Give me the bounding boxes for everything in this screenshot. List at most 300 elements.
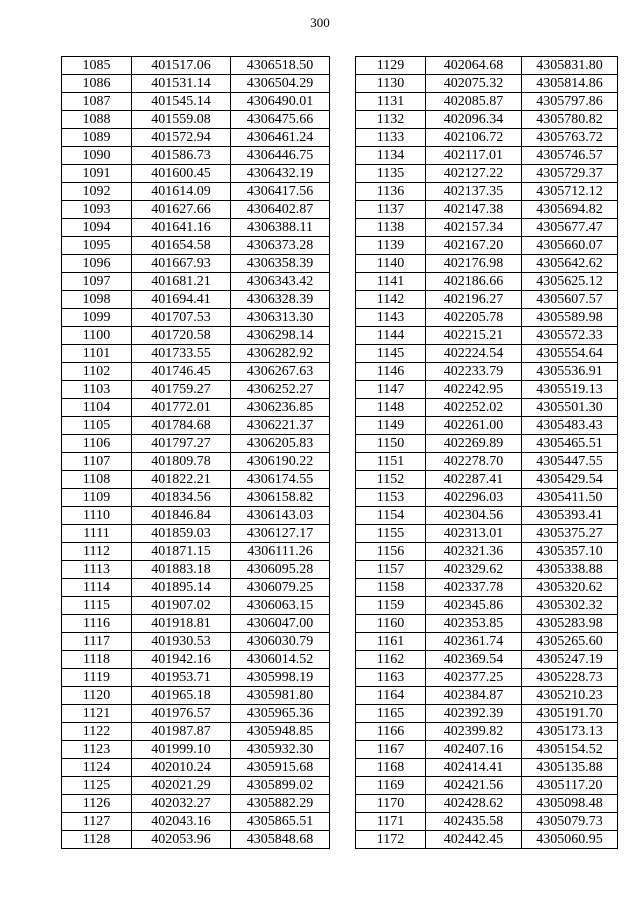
point-number-cell: 1089 xyxy=(62,129,132,147)
y-coordinate-cell: 4306388.11 xyxy=(231,219,330,237)
table-row xyxy=(62,363,330,381)
table-row xyxy=(62,165,330,183)
point-number-cell: 1151 xyxy=(356,453,426,471)
table-row xyxy=(356,255,618,273)
x-coordinate-cell: 402329.62 xyxy=(426,561,522,579)
y-coordinate-cell: 4306298.14 xyxy=(231,327,330,345)
point-number-cell: 1137 xyxy=(356,201,426,219)
x-coordinate-cell: 402287.41 xyxy=(426,471,522,489)
x-coordinate-cell: 401999.10 xyxy=(132,741,231,759)
table-row xyxy=(356,453,618,471)
y-coordinate-cell: 4305780.82 xyxy=(522,111,618,129)
y-coordinate-cell: 4305283.98 xyxy=(522,615,618,633)
y-coordinate-cell: 4305357.10 xyxy=(522,543,618,561)
point-number-cell: 1097 xyxy=(62,273,132,291)
table-row xyxy=(356,201,618,219)
point-number-cell: 1118 xyxy=(62,651,132,669)
x-coordinate-cell: 401907.02 xyxy=(132,597,231,615)
table-row xyxy=(62,741,330,759)
y-coordinate-cell: 4305932.30 xyxy=(231,741,330,759)
y-coordinate-cell: 4306014.52 xyxy=(231,651,330,669)
x-coordinate-cell: 402043.16 xyxy=(132,813,231,831)
table-row xyxy=(62,453,330,471)
x-coordinate-cell: 401809.78 xyxy=(132,453,231,471)
point-number-cell: 1169 xyxy=(356,777,426,795)
table-row xyxy=(62,597,330,615)
x-coordinate-cell: 402428.62 xyxy=(426,795,522,813)
x-coordinate-cell: 401930.53 xyxy=(132,633,231,651)
point-number-cell: 1133 xyxy=(356,129,426,147)
y-coordinate-cell: 4306475.66 xyxy=(231,111,330,129)
table-row xyxy=(62,669,330,687)
point-number-cell: 1112 xyxy=(62,543,132,561)
point-number-cell: 1132 xyxy=(356,111,426,129)
y-coordinate-cell: 4305642.62 xyxy=(522,255,618,273)
table-row xyxy=(356,489,618,507)
table-row xyxy=(62,579,330,597)
point-number-cell: 1153 xyxy=(356,489,426,507)
table-row xyxy=(62,237,330,255)
point-number-cell: 1168 xyxy=(356,759,426,777)
y-coordinate-cell: 4306079.25 xyxy=(231,579,330,597)
x-coordinate-cell: 402261.00 xyxy=(426,417,522,435)
table-row xyxy=(356,345,618,363)
table-row xyxy=(356,75,618,93)
y-coordinate-cell: 4305915.68 xyxy=(231,759,330,777)
table-row xyxy=(62,813,330,831)
table-row xyxy=(356,93,618,111)
point-number-cell: 1096 xyxy=(62,255,132,273)
y-coordinate-cell: 4305483.43 xyxy=(522,417,618,435)
table-row xyxy=(356,741,618,759)
y-coordinate-cell: 4305154.52 xyxy=(522,741,618,759)
point-number-cell: 1119 xyxy=(62,669,132,687)
y-coordinate-cell: 4305060.95 xyxy=(522,831,618,849)
y-coordinate-cell: 4306252.27 xyxy=(231,381,330,399)
x-coordinate-cell: 402377.25 xyxy=(426,669,522,687)
table-row xyxy=(62,129,330,147)
y-coordinate-cell: 4306190.22 xyxy=(231,453,330,471)
x-coordinate-cell: 402064.68 xyxy=(426,57,522,75)
table-row xyxy=(62,723,330,741)
table-row xyxy=(356,723,618,741)
table-row xyxy=(62,651,330,669)
y-coordinate-cell: 4305554.64 xyxy=(522,345,618,363)
y-coordinate-cell: 4306221.37 xyxy=(231,417,330,435)
point-number-cell: 1154 xyxy=(356,507,426,525)
point-number-cell: 1085 xyxy=(62,57,132,75)
point-number-cell: 1120 xyxy=(62,687,132,705)
y-coordinate-cell: 4305265.60 xyxy=(522,633,618,651)
y-coordinate-cell: 4305338.88 xyxy=(522,561,618,579)
x-coordinate-cell: 401733.55 xyxy=(132,345,231,363)
x-coordinate-cell: 401953.71 xyxy=(132,669,231,687)
x-coordinate-cell: 402010.24 xyxy=(132,759,231,777)
y-coordinate-cell: 4305228.73 xyxy=(522,669,618,687)
point-number-cell: 1090 xyxy=(62,147,132,165)
table-row xyxy=(356,579,618,597)
point-number-cell: 1087 xyxy=(62,93,132,111)
y-coordinate-cell: 4305763.72 xyxy=(522,129,618,147)
x-coordinate-cell: 402157.34 xyxy=(426,219,522,237)
point-number-cell: 1164 xyxy=(356,687,426,705)
y-coordinate-cell: 4305135.88 xyxy=(522,759,618,777)
point-number-cell: 1136 xyxy=(356,183,426,201)
point-number-cell: 1100 xyxy=(62,327,132,345)
table-row xyxy=(356,597,618,615)
table-row xyxy=(62,219,330,237)
y-coordinate-cell: 4305465.51 xyxy=(522,435,618,453)
table-row xyxy=(356,507,618,525)
x-coordinate-cell: 401654.58 xyxy=(132,237,231,255)
y-coordinate-cell: 4305536.91 xyxy=(522,363,618,381)
point-number-cell: 1166 xyxy=(356,723,426,741)
table-row xyxy=(356,111,618,129)
x-coordinate-cell: 401720.58 xyxy=(132,327,231,345)
x-coordinate-cell: 402242.95 xyxy=(426,381,522,399)
table-row xyxy=(62,327,330,345)
point-number-cell: 1125 xyxy=(62,777,132,795)
point-number-cell: 1116 xyxy=(62,615,132,633)
point-number-cell: 1129 xyxy=(356,57,426,75)
y-coordinate-cell: 4306143.03 xyxy=(231,507,330,525)
table-row xyxy=(356,777,618,795)
table-row xyxy=(356,183,618,201)
x-coordinate-cell: 402392.39 xyxy=(426,705,522,723)
y-coordinate-cell: 4306174.55 xyxy=(231,471,330,489)
y-coordinate-cell: 4305694.82 xyxy=(522,201,618,219)
y-coordinate-cell: 4305247.19 xyxy=(522,651,618,669)
y-coordinate-cell: 4305865.51 xyxy=(231,813,330,831)
x-coordinate-cell: 402353.85 xyxy=(426,615,522,633)
point-number-cell: 1160 xyxy=(356,615,426,633)
point-number-cell: 1170 xyxy=(356,795,426,813)
point-number-cell: 1117 xyxy=(62,633,132,651)
y-coordinate-cell: 4306313.30 xyxy=(231,309,330,327)
point-number-cell: 1099 xyxy=(62,309,132,327)
point-number-cell: 1123 xyxy=(62,741,132,759)
y-coordinate-cell: 4305079.73 xyxy=(522,813,618,831)
y-coordinate-cell: 4305411.50 xyxy=(522,489,618,507)
x-coordinate-cell: 402321.36 xyxy=(426,543,522,561)
point-number-cell: 1086 xyxy=(62,75,132,93)
y-coordinate-cell: 4305712.12 xyxy=(522,183,618,201)
x-coordinate-cell: 402384.87 xyxy=(426,687,522,705)
y-coordinate-cell: 4305098.48 xyxy=(522,795,618,813)
y-coordinate-cell: 4305501.30 xyxy=(522,399,618,417)
x-coordinate-cell: 402096.34 xyxy=(426,111,522,129)
x-coordinate-cell: 402304.56 xyxy=(426,507,522,525)
y-coordinate-cell: 4306030.79 xyxy=(231,633,330,651)
table-row xyxy=(356,417,618,435)
table-row xyxy=(62,381,330,399)
x-coordinate-cell: 402442.45 xyxy=(426,831,522,849)
y-coordinate-cell: 4306063.15 xyxy=(231,597,330,615)
y-coordinate-cell: 4305191.70 xyxy=(522,705,618,723)
point-number-cell: 1138 xyxy=(356,219,426,237)
x-coordinate-cell: 401987.87 xyxy=(132,723,231,741)
x-coordinate-cell: 402186.66 xyxy=(426,273,522,291)
table-row xyxy=(356,363,618,381)
point-number-cell: 1109 xyxy=(62,489,132,507)
x-coordinate-cell: 402106.72 xyxy=(426,129,522,147)
y-coordinate-cell: 4305302.32 xyxy=(522,597,618,615)
x-coordinate-cell: 402137.35 xyxy=(426,183,522,201)
point-number-cell: 1135 xyxy=(356,165,426,183)
point-number-cell: 1163 xyxy=(356,669,426,687)
y-coordinate-cell: 4305965.36 xyxy=(231,705,330,723)
point-number-cell: 1127 xyxy=(62,813,132,831)
x-coordinate-cell: 402085.87 xyxy=(426,93,522,111)
y-coordinate-cell: 4306358.39 xyxy=(231,255,330,273)
y-coordinate-cell: 4305831.80 xyxy=(522,57,618,75)
x-coordinate-cell: 401797.27 xyxy=(132,435,231,453)
point-number-cell: 1126 xyxy=(62,795,132,813)
table-row xyxy=(62,615,330,633)
table-row xyxy=(62,75,330,93)
point-number-cell: 1108 xyxy=(62,471,132,489)
x-coordinate-cell: 402421.56 xyxy=(426,777,522,795)
table-row xyxy=(62,291,330,309)
x-coordinate-cell: 401531.14 xyxy=(132,75,231,93)
x-coordinate-cell: 402053.96 xyxy=(132,831,231,849)
table-row xyxy=(62,777,330,795)
x-coordinate-cell: 401681.21 xyxy=(132,273,231,291)
x-coordinate-cell: 401976.57 xyxy=(132,705,231,723)
x-coordinate-cell: 402278.70 xyxy=(426,453,522,471)
point-number-cell: 1101 xyxy=(62,345,132,363)
page-number: 300 xyxy=(310,15,330,30)
point-number-cell: 1144 xyxy=(356,327,426,345)
table-row xyxy=(356,795,618,813)
y-coordinate-cell: 4306461.24 xyxy=(231,129,330,147)
table-row xyxy=(62,525,330,543)
point-number-cell: 1159 xyxy=(356,597,426,615)
table-row xyxy=(356,705,618,723)
point-number-cell: 1113 xyxy=(62,561,132,579)
point-number-cell: 1104 xyxy=(62,399,132,417)
point-number-cell: 1148 xyxy=(356,399,426,417)
table-row xyxy=(356,561,618,579)
x-coordinate-cell: 401746.45 xyxy=(132,363,231,381)
y-coordinate-cell: 4305393.41 xyxy=(522,507,618,525)
point-number-cell: 1128 xyxy=(62,831,132,849)
y-coordinate-cell: 4306504.29 xyxy=(231,75,330,93)
table-row xyxy=(62,633,330,651)
point-number-cell: 1156 xyxy=(356,543,426,561)
y-coordinate-cell: 4305447.55 xyxy=(522,453,618,471)
table-row xyxy=(62,183,330,201)
table-row xyxy=(356,543,618,561)
point-number-cell: 1115 xyxy=(62,597,132,615)
y-coordinate-cell: 4306343.42 xyxy=(231,273,330,291)
y-coordinate-cell: 4305948.85 xyxy=(231,723,330,741)
x-coordinate-cell: 402205.78 xyxy=(426,309,522,327)
point-number-cell: 1114 xyxy=(62,579,132,597)
table-row xyxy=(62,471,330,489)
x-coordinate-cell: 402399.82 xyxy=(426,723,522,741)
y-coordinate-cell: 4305625.12 xyxy=(522,273,618,291)
point-number-cell: 1155 xyxy=(356,525,426,543)
y-coordinate-cell: 4306111.26 xyxy=(231,543,330,561)
x-coordinate-cell: 401883.18 xyxy=(132,561,231,579)
point-number-cell: 1088 xyxy=(62,111,132,129)
table-row xyxy=(356,651,618,669)
point-number-cell: 1134 xyxy=(356,147,426,165)
x-coordinate-cell: 402032.27 xyxy=(132,795,231,813)
x-coordinate-cell: 401559.08 xyxy=(132,111,231,129)
point-number-cell: 1102 xyxy=(62,363,132,381)
point-number-cell: 1167 xyxy=(356,741,426,759)
table-row xyxy=(356,57,618,75)
x-coordinate-cell: 402127.22 xyxy=(426,165,522,183)
point-number-cell: 1139 xyxy=(356,237,426,255)
point-number-cell: 1141 xyxy=(356,273,426,291)
x-coordinate-cell: 401600.45 xyxy=(132,165,231,183)
x-coordinate-cell: 401871.15 xyxy=(132,543,231,561)
x-coordinate-cell: 401707.53 xyxy=(132,309,231,327)
table-row xyxy=(356,687,618,705)
table-row xyxy=(62,435,330,453)
x-coordinate-cell: 402337.78 xyxy=(426,579,522,597)
y-coordinate-cell: 4305589.98 xyxy=(522,309,618,327)
x-coordinate-cell: 401694.41 xyxy=(132,291,231,309)
coordinates-table-right xyxy=(355,56,618,849)
y-coordinate-cell: 4305848.68 xyxy=(231,831,330,849)
table-row xyxy=(356,615,618,633)
x-coordinate-cell: 401918.81 xyxy=(132,615,231,633)
y-coordinate-cell: 4305899.02 xyxy=(231,777,330,795)
table-row xyxy=(356,147,618,165)
y-coordinate-cell: 4306373.28 xyxy=(231,237,330,255)
point-number-cell: 1121 xyxy=(62,705,132,723)
y-coordinate-cell: 4305746.57 xyxy=(522,147,618,165)
y-coordinate-cell: 4306282.92 xyxy=(231,345,330,363)
point-number-cell: 1111 xyxy=(62,525,132,543)
x-coordinate-cell: 402075.32 xyxy=(426,75,522,93)
y-coordinate-cell: 4305607.57 xyxy=(522,291,618,309)
coordinates-table-left xyxy=(61,56,330,849)
x-coordinate-cell: 402176.98 xyxy=(426,255,522,273)
x-coordinate-cell: 402361.74 xyxy=(426,633,522,651)
x-coordinate-cell: 401586.73 xyxy=(132,147,231,165)
table-row xyxy=(356,813,618,831)
y-coordinate-cell: 4306432.19 xyxy=(231,165,330,183)
table-row xyxy=(62,255,330,273)
point-number-cell: 1146 xyxy=(356,363,426,381)
table-row xyxy=(356,525,618,543)
y-coordinate-cell: 4306047.00 xyxy=(231,615,330,633)
point-number-cell: 1110 xyxy=(62,507,132,525)
x-coordinate-cell: 402196.27 xyxy=(426,291,522,309)
point-number-cell: 1150 xyxy=(356,435,426,453)
x-coordinate-cell: 401784.68 xyxy=(132,417,231,435)
table-row xyxy=(356,669,618,687)
table-row xyxy=(356,165,618,183)
point-number-cell: 1158 xyxy=(356,579,426,597)
table-row xyxy=(62,201,330,219)
point-number-cell: 1095 xyxy=(62,237,132,255)
point-number-cell: 1143 xyxy=(356,309,426,327)
y-coordinate-cell: 4306267.63 xyxy=(231,363,330,381)
table-row xyxy=(356,633,618,651)
y-coordinate-cell: 4305210.23 xyxy=(522,687,618,705)
x-coordinate-cell: 402215.21 xyxy=(426,327,522,345)
point-number-cell: 1103 xyxy=(62,381,132,399)
point-number-cell: 1098 xyxy=(62,291,132,309)
y-coordinate-cell: 4305814.86 xyxy=(522,75,618,93)
x-coordinate-cell: 401859.03 xyxy=(132,525,231,543)
table-row xyxy=(356,435,618,453)
y-coordinate-cell: 4306446.75 xyxy=(231,147,330,165)
y-coordinate-cell: 4305981.80 xyxy=(231,687,330,705)
table-row xyxy=(356,309,618,327)
table-row xyxy=(62,147,330,165)
y-coordinate-cell: 4305797.86 xyxy=(522,93,618,111)
table-row xyxy=(356,471,618,489)
x-coordinate-cell: 401667.93 xyxy=(132,255,231,273)
point-number-cell: 1105 xyxy=(62,417,132,435)
point-number-cell: 1106 xyxy=(62,435,132,453)
x-coordinate-cell: 402224.54 xyxy=(426,345,522,363)
x-coordinate-cell: 401942.16 xyxy=(132,651,231,669)
table-row xyxy=(62,273,330,291)
point-number-cell: 1147 xyxy=(356,381,426,399)
y-coordinate-cell: 4305572.33 xyxy=(522,327,618,345)
point-number-cell: 1093 xyxy=(62,201,132,219)
table-row xyxy=(62,759,330,777)
point-number-cell: 1092 xyxy=(62,183,132,201)
point-number-cell: 1165 xyxy=(356,705,426,723)
x-coordinate-cell: 402313.01 xyxy=(426,525,522,543)
x-coordinate-cell: 401834.56 xyxy=(132,489,231,507)
x-coordinate-cell: 402369.54 xyxy=(426,651,522,669)
point-number-cell: 1131 xyxy=(356,93,426,111)
table-row xyxy=(62,795,330,813)
table-row xyxy=(62,57,330,75)
point-number-cell: 1172 xyxy=(356,831,426,849)
y-coordinate-cell: 4305660.07 xyxy=(522,237,618,255)
table-row xyxy=(62,705,330,723)
table-row xyxy=(356,759,618,777)
point-number-cell: 1162 xyxy=(356,651,426,669)
x-coordinate-cell: 401545.14 xyxy=(132,93,231,111)
y-coordinate-cell: 4306236.85 xyxy=(231,399,330,417)
y-coordinate-cell: 4306095.28 xyxy=(231,561,330,579)
x-coordinate-cell: 402021.29 xyxy=(132,777,231,795)
table-row xyxy=(62,309,330,327)
y-coordinate-cell: 4306158.82 xyxy=(231,489,330,507)
y-coordinate-cell: 4306205.83 xyxy=(231,435,330,453)
point-number-cell: 1140 xyxy=(356,255,426,273)
table-row xyxy=(356,399,618,417)
table-row xyxy=(356,219,618,237)
point-number-cell: 1124 xyxy=(62,759,132,777)
y-coordinate-cell: 4306402.87 xyxy=(231,201,330,219)
y-coordinate-cell: 4305882.29 xyxy=(231,795,330,813)
x-coordinate-cell: 401641.16 xyxy=(132,219,231,237)
table-row xyxy=(356,273,618,291)
y-coordinate-cell: 4306328.39 xyxy=(231,291,330,309)
x-coordinate-cell: 401772.01 xyxy=(132,399,231,417)
table-row xyxy=(62,417,330,435)
x-coordinate-cell: 401517.06 xyxy=(132,57,231,75)
y-coordinate-cell: 4305117.20 xyxy=(522,777,618,795)
x-coordinate-cell: 402414.41 xyxy=(426,759,522,777)
y-coordinate-cell: 4305998.19 xyxy=(231,669,330,687)
y-coordinate-cell: 4306127.17 xyxy=(231,525,330,543)
x-coordinate-cell: 401572.94 xyxy=(132,129,231,147)
